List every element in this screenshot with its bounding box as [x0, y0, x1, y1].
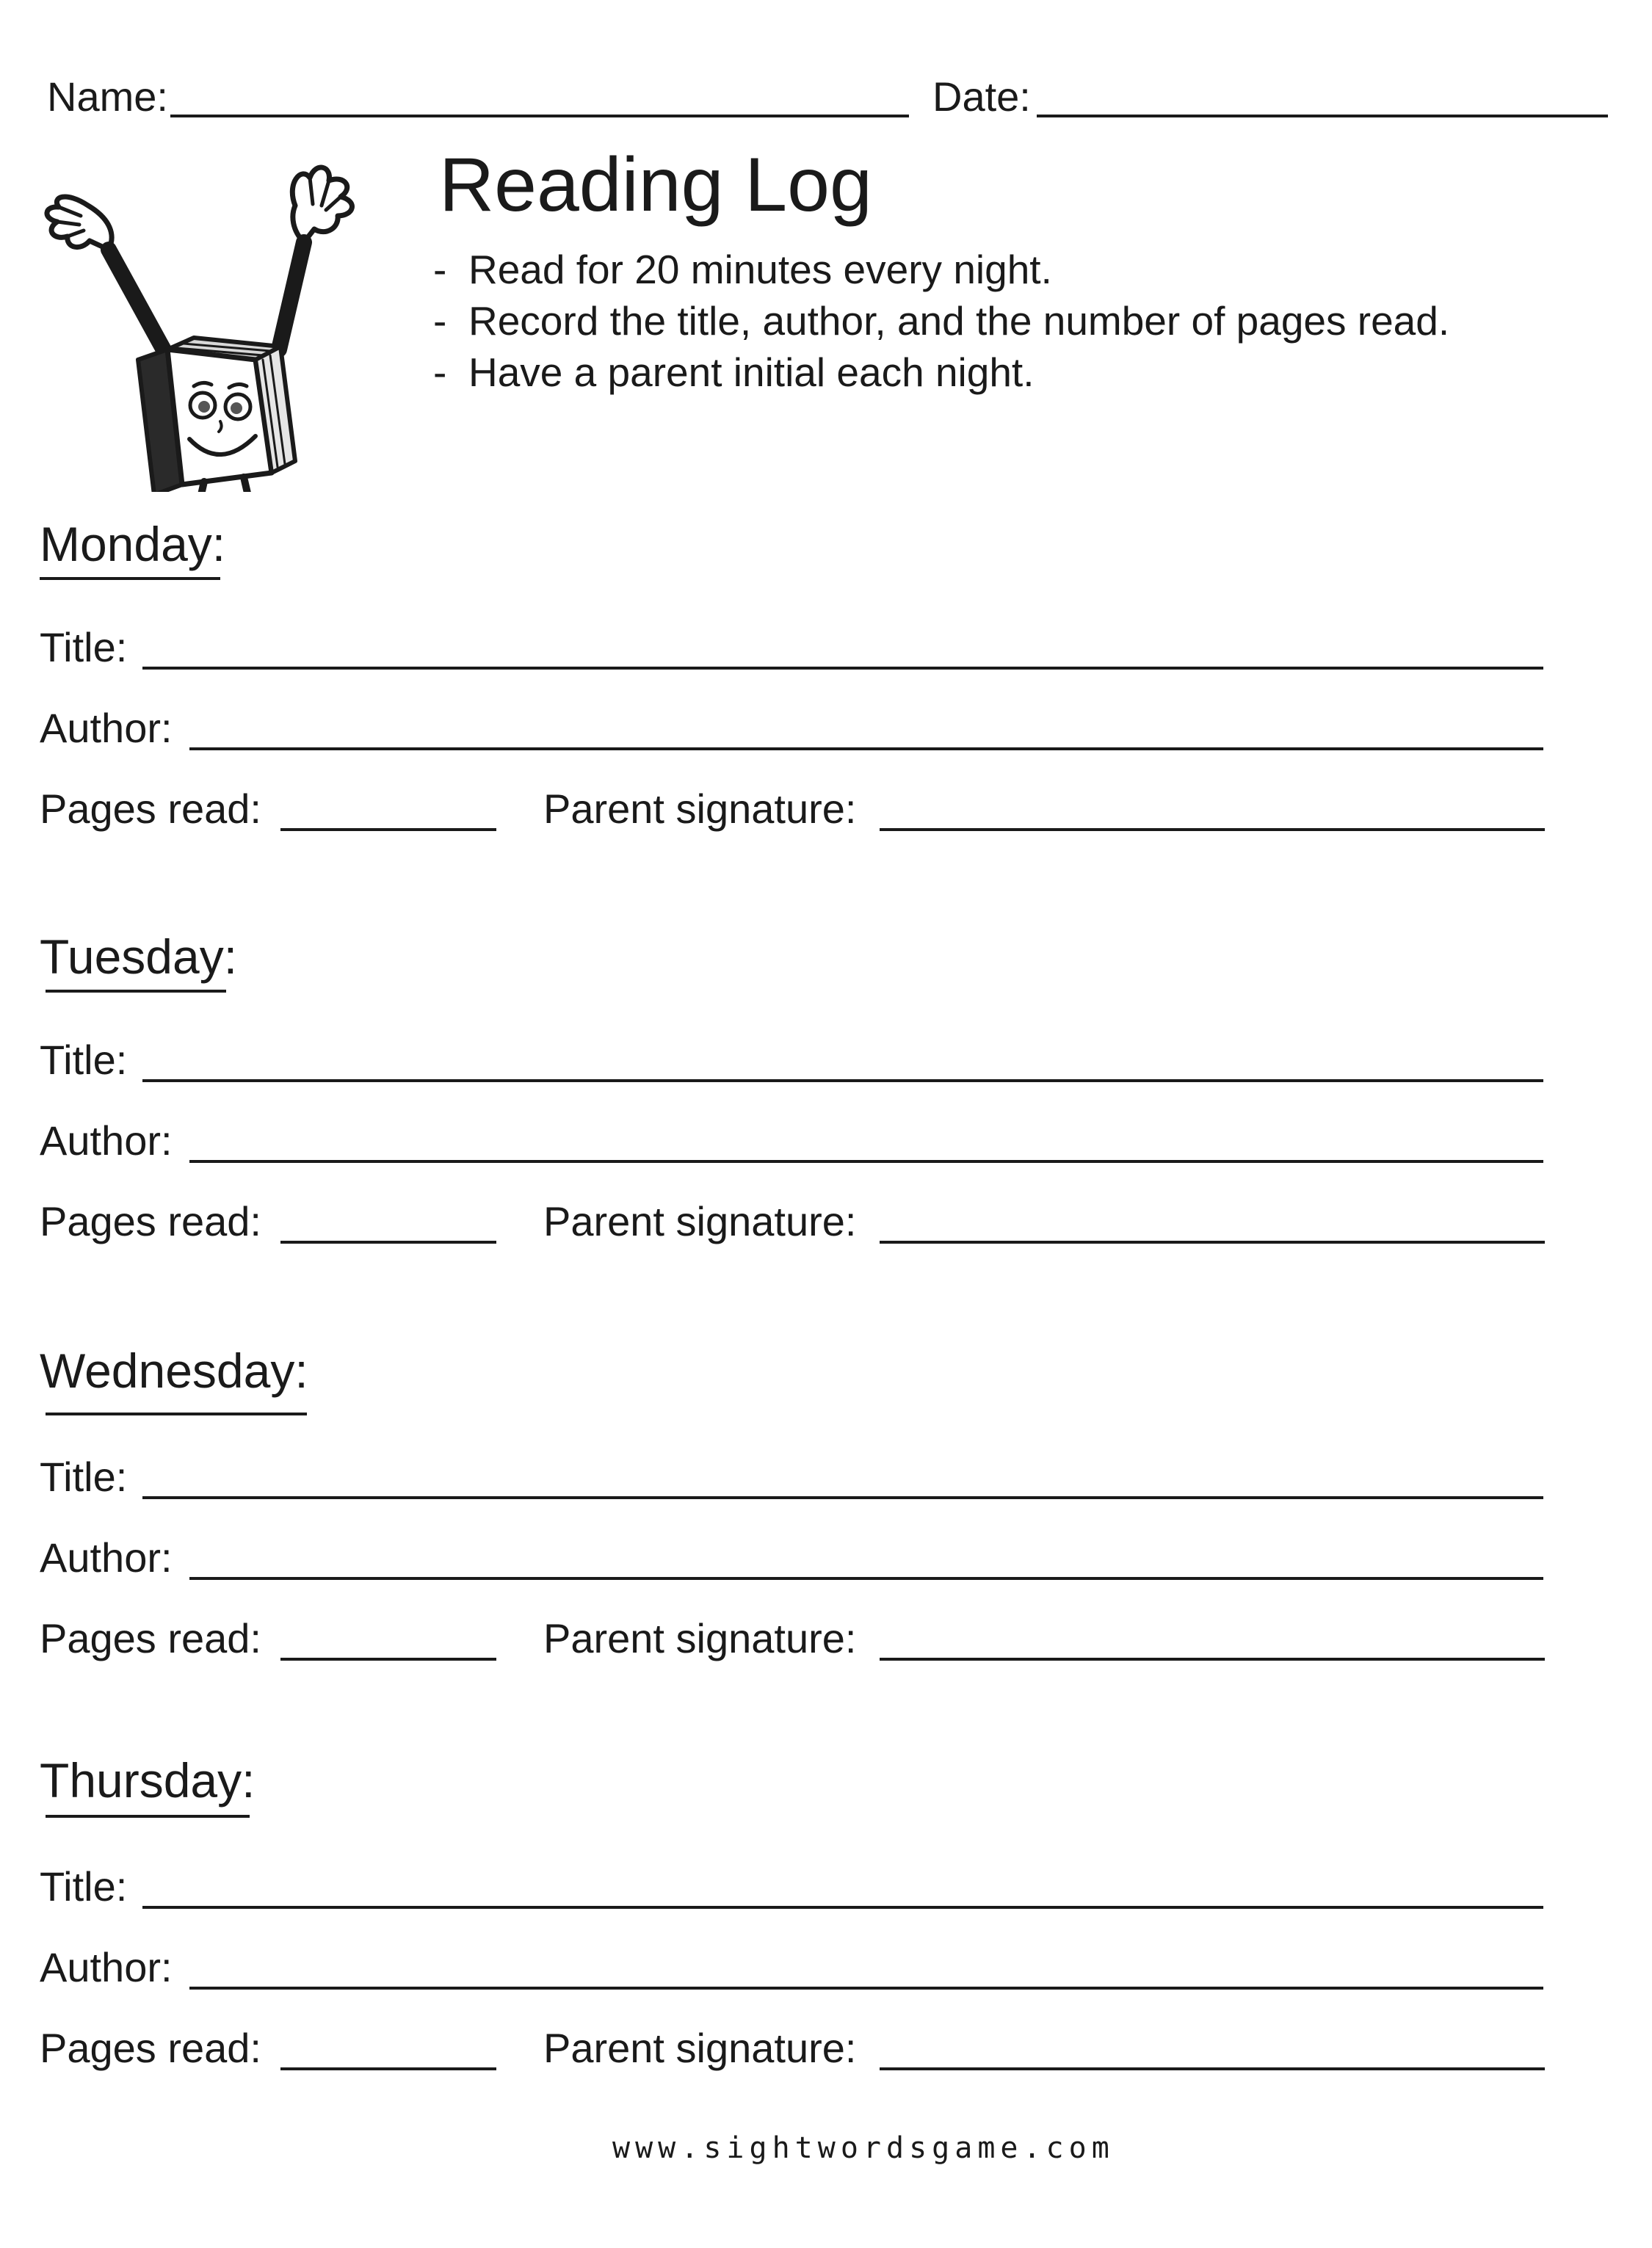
day-label: Thursday: — [40, 1753, 256, 1808]
pages-read-label: Pages read: — [40, 786, 261, 832]
day-label: Monday: — [40, 517, 226, 571]
instruction-dash: - — [433, 298, 447, 344]
parent-signature-field-line[interactable] — [880, 1658, 1545, 1661]
title-label: Title: — [40, 1454, 128, 1500]
instruction-item — [433, 247, 1052, 292]
day-section-wednesday — [0, 1346, 1652, 1758]
instruction-dash: - — [433, 247, 447, 292]
pages-read-label: Pages read: — [40, 2025, 261, 2071]
book-mascot-illustration — [37, 139, 360, 492]
title-field-line[interactable] — [142, 1496, 1543, 1499]
author-label: Author: — [40, 705, 173, 751]
parent-signature-label: Parent signature: — [543, 1615, 857, 1661]
day-label-underline — [46, 1413, 307, 1415]
title-label: Title: — [40, 1037, 128, 1083]
name-label: Name: — [47, 73, 168, 120]
instruction-text: Record the title, author, and the number of pages read. — [468, 298, 1450, 344]
title-label: Title: — [40, 1863, 128, 1910]
author-field-line[interactable] — [189, 1160, 1543, 1163]
day-label-underline — [46, 990, 226, 993]
title-field-line[interactable] — [142, 1906, 1543, 1909]
instruction-dash: - — [433, 349, 447, 395]
author-label: Author: — [40, 1534, 173, 1581]
title-field-line[interactable] — [142, 1079, 1543, 1082]
author-field-line[interactable] — [189, 1987, 1543, 1990]
author-field-line[interactable] — [189, 747, 1543, 750]
day-section-thursday — [0, 1753, 1652, 2167]
date-field-line[interactable] — [1037, 115, 1608, 117]
parent-signature-field-line[interactable] — [880, 1241, 1545, 1244]
day-section-monday — [0, 517, 1652, 931]
footer-website: www.sightwordsgame.com — [612, 2131, 1115, 2165]
day-label-underline — [46, 1815, 250, 1818]
pages-read-field-line[interactable] — [280, 1658, 496, 1661]
title-label: Title: — [40, 624, 128, 670]
instruction-item — [433, 349, 1035, 395]
name-field-line[interactable] — [170, 115, 909, 117]
pages-read-field-line[interactable] — [280, 828, 496, 831]
pages-read-field-line[interactable] — [280, 2067, 496, 2070]
parent-signature-label: Parent signature: — [543, 1198, 857, 1244]
instruction-item — [433, 298, 1450, 344]
author-label: Author: — [40, 1944, 173, 1990]
instruction-text: Have a parent initial each night. — [468, 349, 1035, 395]
author-label: Author: — [40, 1117, 173, 1164]
parent-signature-field-line[interactable] — [880, 828, 1545, 831]
parent-signature-label: Parent signature: — [543, 786, 857, 832]
pages-read-field-line[interactable] — [280, 1241, 496, 1244]
day-label: Tuesday: — [40, 929, 238, 984]
instruction-text: Read for 20 minutes every night. — [468, 247, 1052, 292]
parent-signature-field-line[interactable] — [880, 2067, 1545, 2070]
pages-read-label: Pages read: — [40, 1615, 261, 1661]
pages-read-label: Pages read: — [40, 1198, 261, 1244]
title-field-line[interactable] — [142, 667, 1543, 670]
date-label: Date: — [932, 73, 1031, 120]
page-title: Reading Log — [439, 142, 872, 228]
day-label-underline — [40, 577, 220, 580]
day-section-tuesday — [0, 929, 1652, 1344]
parent-signature-label: Parent signature: — [543, 2025, 857, 2071]
author-field-line[interactable] — [189, 1577, 1543, 1580]
day-label: Wednesday: — [40, 1344, 308, 1398]
